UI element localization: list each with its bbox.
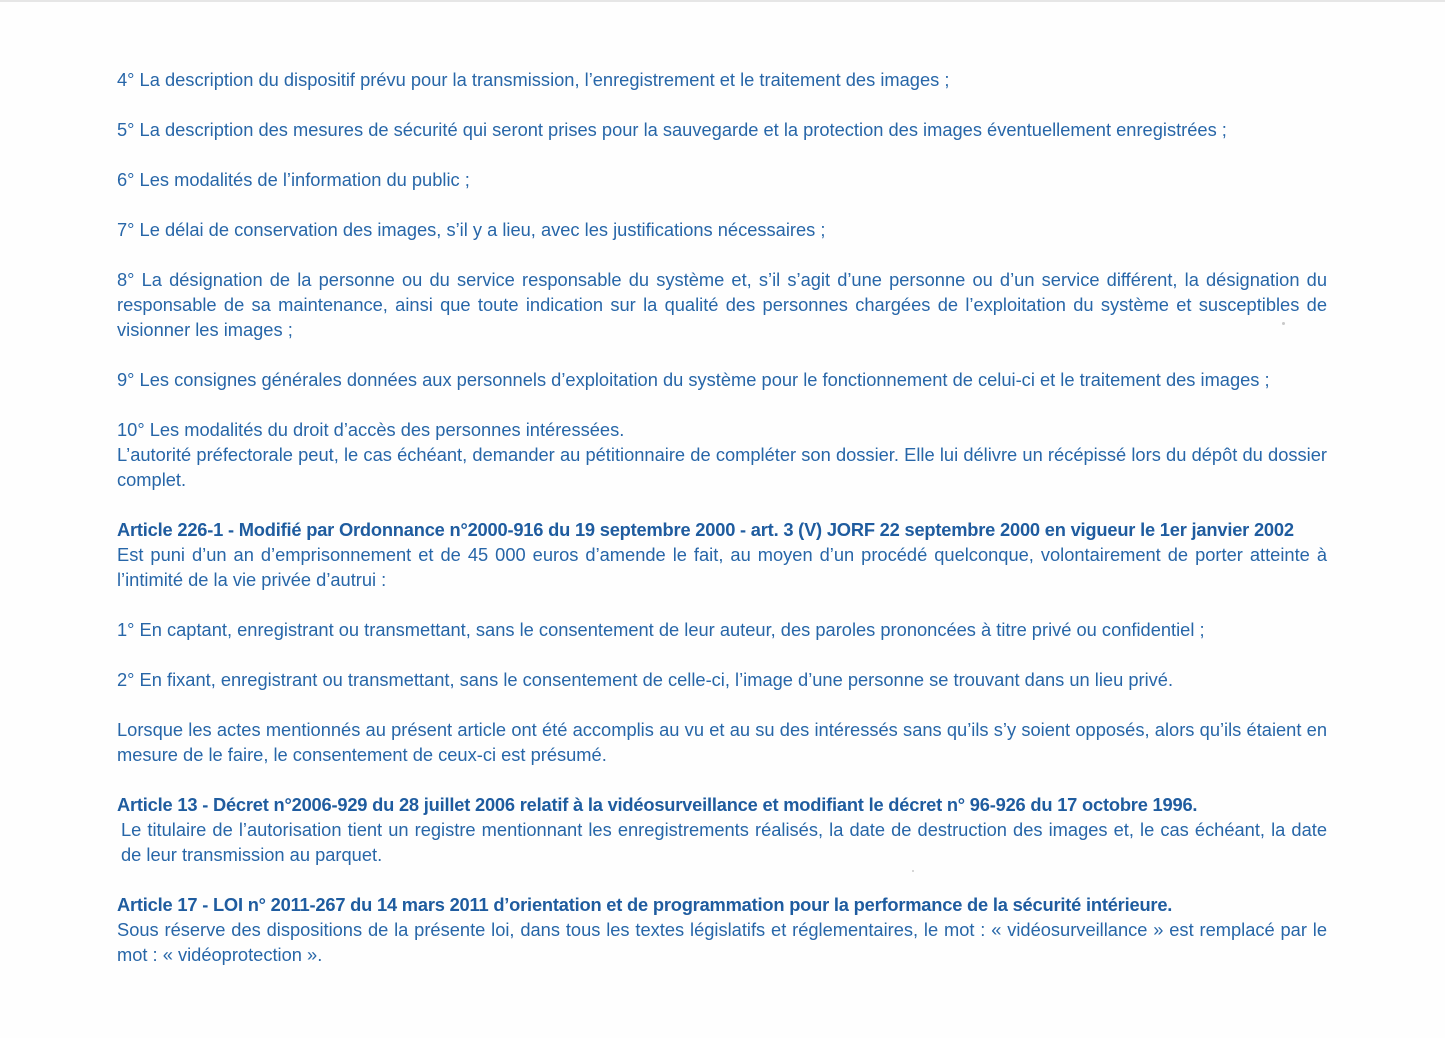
article-226-1-heading: Article 226-1 - Modifié par Ordonnance n°2000-916 du 19 septembre 2000 - art. 3 (V) JORF 22 septembre 2000 en vigueur le 1er janvier 2002 [117,519,1294,540]
list-item-7: 7° Le délai de conservation des images, s’il y a lieu, avec les justifications nécessaires ; [117,219,826,240]
article-17-heading: Article 17 - LOI n° 2011-267 du 14 mars 2011 d’orientation et de programmation pour la performance de la sécurité intérieure. [117,894,1173,915]
article-226-1-closing: Lorsque les actes mentionnés au présent article ont été accomplis au vu et au su des intéressés sans qu’ils s’y soient opposés, alors qu’ils étaient en mesure de le faire, le consentement de ceux-ci est présumé. [117,719,1327,765]
scan-edge [0,0,1445,2]
article-17-body: Sous réserve des dispositions de la présente loi, dans tous les textes législatifs et réglementaires, le mot : « vidéosurveillance » est remplacé par le mot : « vidéoprotection ». [117,919,1327,965]
list-item-5: 5° La description des mesures de sécurité qui seront prises pour la sauvegarde et la protection des images éventuellement enregistrées ; [117,119,1227,140]
list-item-10-block [117,417,1327,492]
article-17-section [117,892,1327,967]
article-13-heading: Article 13 - Décret n°2006-929 du 28 juillet 2006 relatif à la vidéosurveillance et modifiant le décret n° 96-926 du 17 octobre 1996. [117,794,1198,815]
list-item-4: 4° La description du dispositif prévu pour la transmission, l’enregistrement et le traitement des images ; [117,69,950,90]
article-13-section [117,792,1327,867]
article-13-body: Le titulaire de l’autorisation tient un registre mentionnant les enregistrements réalisés, la date de destruction des images et, le cas échéant, la date de leur transmission au parquet. [121,819,1327,865]
list-item-6: 6° Les modalités de l’information du public ; [117,169,470,190]
document-page [117,67,1327,967]
list-item-9: 9° Les consignes générales données aux personnels d’exploitation du système pour le fonctionnement de celui-ci et le traitement des images ; [117,369,1270,390]
article-226-1-point-2: 2° En fixant, enregistrant ou transmettant, sans le consentement de celle-ci, l’image d’une personne se trouvant dans un lieu privé. [117,669,1174,690]
list-item-8: 8° La désignation de la personne ou du service responsable du système et, s’il s’agit d’une personne ou d’un service différent, la désignation du responsable de sa maintenance, ainsi que toute indication sur la qualité des personnes chargées de l’exploitation du système et susceptibles de visionner les images ; [117,269,1327,340]
list-item-10: 10° Les modalités du droit d’accès des personnes intéressées. [117,419,625,440]
article-226-1-section [117,517,1327,592]
prefect-note: L’autorité préfectorale peut, le cas échéant, demander au pétitionnaire de compléter son dossier. Elle lui délivre un récépissé lors du dépôt du dossier complet. [117,444,1327,490]
article-226-1-point-1: 1° En captant, enregistrant ou transmettant, sans le consentement de leur auteur, des paroles prononcées à titre privé ou confidentiel ; [117,619,1205,640]
article-226-1-intro: Est puni d’un an d’emprisonnement et de 45 000 euros d’amende le fait, au moyen d’un procédé quelconque, volontairement de porter atteinte à l’intimité de la vie privée d’autrui : [117,544,1327,590]
